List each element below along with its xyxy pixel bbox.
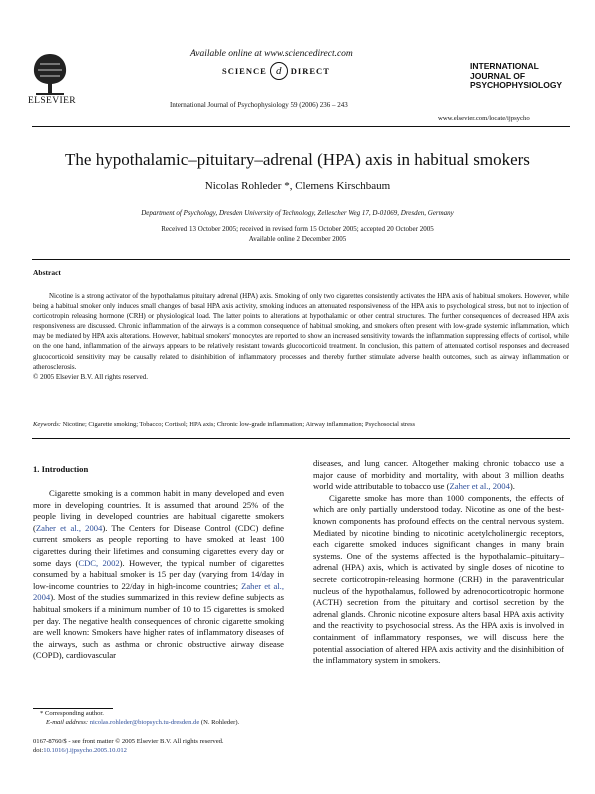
author-affiliation: Department of Psychology, Dresden University of Technology, Zellescher Weg 17, D-01069, Dresden, Germany: [141, 209, 454, 217]
corresponding-author-note: * Corresponding author.: [40, 710, 104, 717]
abstract-top-divider: [32, 259, 570, 260]
paragraph-text: ). However, the typical number of cigarettes consumed by a habitual smoker is 15 per day (varying from 14/day in low-income countries to 22/day in high-income countries;: [33, 557, 284, 591]
sd-logo-left: SCIENCE: [222, 66, 267, 76]
email-suffix: (N. Rohleder).: [200, 719, 240, 726]
abstract-heading: Abstract: [33, 268, 61, 277]
email-label: E-mail address:: [46, 719, 89, 726]
doi-link[interactable]: 10.1016/j.ijpsycho.2005.10.012: [43, 747, 127, 754]
section-heading: 1. Introduction: [33, 464, 89, 474]
keywords: [33, 421, 569, 428]
paragraph-text: diseases, and lung cancer. Altogether making chronic tobacco use a major cause of morbidity and mortality, with about 3 million deaths world wide attributable to tobacco use (: [313, 458, 564, 492]
citation-link[interactable]: CDC, 2002: [78, 557, 120, 568]
paragraph-text: ). Most of the studies summarized in this review define subjects as habitual smokers if a minimum number of 10 to 15 cigarettes is smoked per day. The negative health consequences of chronic cigarette smoking are well known: Smokers have higher rates of inflammatory diseases of the airways, such as asthma or chronic obstructive airway disease (COPD), cardiovascular: [33, 592, 284, 661]
keywords-list: Nicotine; Cigarette smoking; Tobacco; Cortisol; HPA axis; Chronic low-grade inflammation; Airway inflammation; Psychosocial stress: [62, 421, 416, 428]
paragraph-text: Cigarette smoking is a common habit in many developed and even more in developing countries. It is assumed that around 25% of the people living in developed countries are habitual cigarette smokers (: [33, 488, 284, 533]
citation-link[interactable]: Zaher et al., 2004: [449, 481, 510, 492]
journal-name-line: PSYCHOPHYSIOLOGY: [470, 80, 563, 90]
abstract-text: Nicotine is a strong activator of the hypothalamus pituitary adrenal (HPA) axis. Smoking of only two cigarettes consistently activates the HPA axis of habitual smokers. However, while being a habitual smoker only induces small changes of basal HPA axis activity, smoking induces an attenuated responsiveness of the HPA axis to psychological stress, but not to injection of corticotropin releasing hormone (CRH) or physiological load. The latter points to alterations at hypothalamic or other central structures. The further consequences of decreased HPA axis responsiveness are discussed. Chronic inflammation of the airways is a common consequence of habitual smoking, and smokers often present with low-grade systemic inflammation, which may be mediated by HPA axis alterations. However, habitual smokers' monocytes are reported to show an increased sensitivity towards the inflammation suppressing effects of cortisol, while on the one hand, inflammation of the airways appears to be relatively resistant towards glucocorticoid treatment. In conclusion, this pattern of attenuated cortisol responses and decreased glucocorticoid sensitivity may be causally related to disinhibition of inflammatory processes and thereby further stimulate adverse health outcomes, such as airway inflammation or atherosclerosis.: [33, 292, 569, 371]
intro-paragraph-continued: [313, 458, 564, 493]
citation-link[interactable]: Zaher et al., 2004: [33, 580, 284, 603]
journal-citation: International Journal of Psychophysiology 59 (2006) 236 – 243: [170, 101, 348, 109]
intro-paragraph: [33, 488, 284, 662]
footnote-divider: [33, 708, 113, 709]
publisher-name: ELSEVIER: [27, 96, 77, 106]
journal-url-link[interactable]: www.elsevier.com/locate/ijpsycho: [438, 115, 530, 122]
sciencedirect-logo: [222, 62, 330, 80]
issn-line: 0167-8760/$ - see front matter © 2005 Elsevier B.V. All rights reserved.: [33, 738, 224, 745]
paragraph-text: ).: [509, 481, 515, 492]
elsevier-tree-icon: [28, 48, 72, 98]
article-title: The hypothalamic–pituitary–adrenal (HPA) axis in habitual smokers: [65, 150, 530, 169]
available-online-text: Available online at www.sciencedirect.com: [190, 49, 353, 59]
journal-name-line: JOURNAL OF: [470, 70, 526, 81]
journal-name: [470, 62, 570, 91]
copyright-line: © 2005 Elsevier B.V. All rights reserved.: [33, 373, 149, 381]
keywords-label: Keywords:: [33, 421, 61, 428]
citation-link[interactable]: Zaher et al., 2004: [35, 522, 103, 533]
left-column: [33, 488, 284, 662]
paragraph-text: ). The Centers for Disease Control (CDC) define current smokers as people reporting to have smoked at least 100 cigarettes during their lifetimes and consuming cigarettes every day or some days (: [33, 522, 284, 568]
header-divider: [32, 126, 570, 127]
intro-paragraph: Cigarette smoke has more than 1000 components, the effects of which are only partially understood today. Nicotine as one of the best-known components has profound effects on the central nervous system. Mediated by nicotine binding to nicotinic acetylcholinergic receptors, each cigarette smoked induces significant changes in many brain systems. One of the systems affected is the hypothalamic–pituitary–adrenal (HPA) axis, which is activated by single doses of nicotine to secrete corticotropin-releasing hormone (CRH) in the paraventricular nucleus of the hypothalamus, followed by adrenocorticotropic hormone (ACTH) secretion from the pituitary and cortisol secretion by the adrenal glands. Chronic nicotine exposure alters basal HPA axis activity and the reactivity to psychosocial stress. As the HPA axis is involved in containment of inflammatory responses, we will discuss here the potential association of altered HPA axis activity and the disinhibition of the inflammatory system in smokers.: [313, 492, 564, 666]
journal-name-line: INTERNATIONAL: [470, 61, 539, 71]
sd-logo-circle: d: [270, 62, 288, 80]
doi-line: [33, 747, 127, 754]
article-dates: Received 13 October 2005; received in revised form 15 October 2005; accepted 20 October 2005: [161, 225, 434, 233]
sd-logo-right: DIRECT: [290, 66, 330, 76]
right-column: [313, 458, 564, 667]
article-online-date: Available online 2 December 2005: [248, 235, 347, 243]
author-email-line: [46, 719, 239, 726]
email-link[interactable]: nicolas.rohleder@biopsych.tu-dresden.de: [89, 719, 200, 726]
doi-label: doi:: [33, 747, 44, 754]
article-authors: Nicolas Rohleder *, Clemens Kirschbaum: [204, 180, 391, 192]
keywords-bottom-divider: [32, 438, 570, 439]
